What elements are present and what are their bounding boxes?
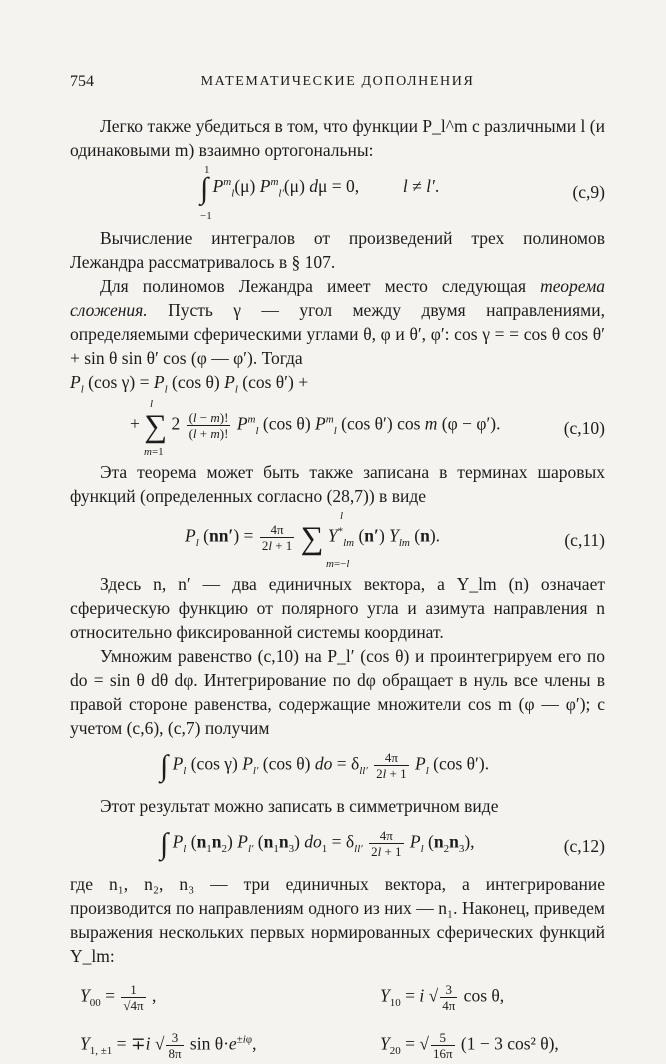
equation-c10-sum: + ∑ 2 $\frac{(l - m)!}{(l + m)!}$ $P^m_l$ (cos θ) $P^m_l$ (cos θ′) cos m (φ − φ′).	[130, 407, 501, 444]
equation-c11-expression: $P_l$ (nn′) = $\frac{4\pi}{2l + 1}$ ∑ $Y^*_{lm}$ (n′) $Y_{lm}$ (n).	[185, 519, 441, 556]
equation-y10: $Y_{10} = i$ √ $\frac{3}{4\pi}$ cos θ,	[380, 982, 505, 1013]
equation-y00: $Y_{00}$ = $\frac{1}{√4\pi}$ ,	[80, 982, 157, 1013]
paragraph-orthogonality: Легко также убедиться в том, что функции P_l^m с различными l (и одинаковыми m) взаимно ортогональны:	[70, 116, 605, 160]
paragraph-addition-theorem	[70, 274, 605, 370]
sum-upper-limit: l	[150, 398, 154, 410]
paragraph-unit-vectors: Здесь n, n′ — два единичных вектора, а Y_lm (n) означает сферическую функцию от полярного угла и азимута направления n относительно фиксированной системы координат.	[70, 574, 605, 642]
equation-c12	[70, 818, 605, 872]
sum-lower-limit-c11: m=−l	[326, 558, 350, 570]
equation-y11: $Y_{1, \pm 1} = \mp i$ √ $\frac{3}{8\pi}$ $\sin \theta\cdot e^{\pm i\varphi}$,	[80, 1030, 257, 1061]
equation-c12-expression: ∫ $P_l$ $(n_1n_2)$ $P_{l'}$ $(n_1n_3) do_1 = \delta_{ll'}$ $\frac{4\pi}{2l + 1}$ $P_l$ $(n_2n_3)$,	[160, 827, 475, 861]
paragraph-normalized-functions: где n₁, n₂, n₃ — три единичных вектора, а интегрирование производится по направлениям одного из них — n₁. Наконец, приведем выражения нескольких первых нормированных сферических функций Y_lm:	[70, 874, 605, 966]
equation-y11-y20	[70, 1022, 605, 1064]
equation-number-c12: (c,12)	[563, 836, 605, 856]
integral-upper-limit: 1	[204, 164, 210, 176]
paragraph-triple-integrals: Вычисление интегралов от произведений трех полиномов Лежандра рассматривалось в § 107.	[70, 228, 605, 272]
equation-number-c11: (c,11)	[564, 530, 605, 550]
equation-integral-result-expression: ∫ $P_l$ (cos γ) $P_{l'}$ (cos θ) do = $\delta_{ll'}$ $\frac{4\pi}{2l + 1}$ $P_l$ (cos θ′).	[160, 749, 490, 783]
paragraph-spherical-harmonics: Эта теорема может быть также записана в терминах шаровых функций (определенных согласно (28,7)) в виде	[70, 462, 605, 506]
running-header	[70, 70, 605, 96]
addition-theorem-lead: Для полиномов Лежандра имеет место следующая	[100, 276, 526, 296]
equation-c9-expression: ∫ $P^m_l(\mu)$ $P^m_{l'}(\mu) d\mu = 0$, l ≠ l′.	[200, 172, 440, 205]
equation-y20: $Y_{20}$ = √ $\frac{5}{16\pi}$ (1 − 3 cos² θ),	[380, 1030, 559, 1061]
equation-number-c10: (c,10)	[563, 418, 605, 438]
equation-integral-result	[70, 740, 605, 794]
equation-c10-first-line	[70, 370, 605, 396]
page-body	[70, 70, 605, 1064]
integral-lower-limit: −1	[200, 210, 212, 222]
running-title: МАТЕМАТИЧЕСКИЕ ДОПОЛНЕНИЯ	[200, 74, 475, 89]
addition-theorem-term: теорема сложения.	[70, 276, 606, 320]
addition-theorem-body: Пусть γ — угол между двумя направлениями, определяемыми сферическими углами θ, φ и θ′, φ′: cos γ = = cos θ cos θ′ + sin θ sin θ′ cos (φ — φ′). Тогда	[70, 300, 605, 368]
equation-y00-y10	[70, 968, 605, 1022]
equation-number-c9: (c,9)	[572, 182, 605, 202]
sum-lower-limit: m=1	[144, 446, 164, 458]
equation-c11	[70, 508, 605, 572]
paragraph-integration: Умножим равенство (c,10) на P_l′ (cos θ) и проинтегрируем его по do = sin θ dθ dφ. Интегрирование по dφ обращает в нуль все члены в правой стороне равенства, содержащие множители cos m (φ — φ′); с учетом (c,6), (c,7) получим	[70, 646, 605, 738]
sum-upper-limit-c11: l	[340, 510, 344, 522]
equation-c10	[70, 396, 605, 460]
equation-c10-lhs: $P_l$ (cos $\gamma) = P_l$ (cos θ) $P_l$ (cos θ′) +	[70, 372, 309, 396]
equation-c9	[70, 162, 605, 226]
paragraph-symmetric-form: Этот результат можно записать в симметричном виде	[100, 796, 499, 816]
page-number: 754	[70, 73, 94, 90]
